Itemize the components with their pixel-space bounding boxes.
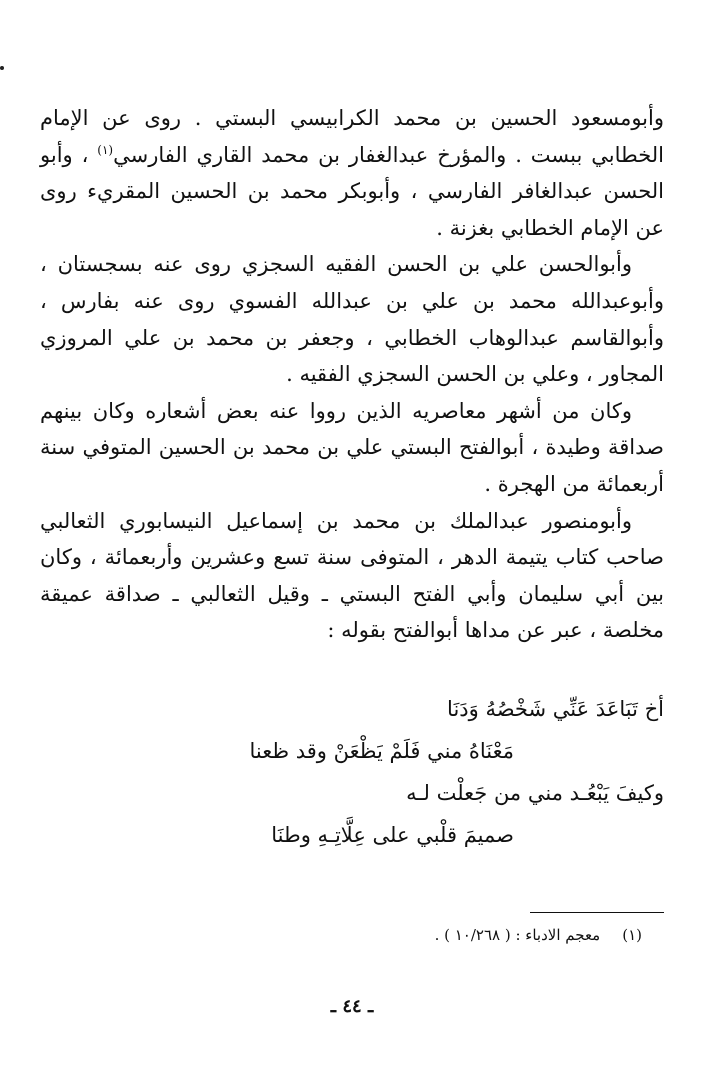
paragraph-narrators: [40, 100, 664, 246]
page-number: ـ ٤٤ ـ: [330, 996, 374, 1017]
footnote: [435, 924, 642, 946]
footnote-text: معجم الادباء : ( ١٠/٢٦٨ ) .: [434, 926, 601, 944]
scan-edge-mark: [0, 66, 4, 70]
paragraph-thaalibi: وأبومنصور عبدالملك بن محمد بن إسماعيل النيسابوري الثعالبي صاحب كتاب يتيمة الدهر ، المتوفى سنة تسع وعشرين وأربعمائة ، وكان بين أبي سليمان وأبي الفتح البستي ـ وقيل الثعالبي ـ صداقة عميقة مخلصة ، عبر عن مداها أبوالفتح بقوله :: [40, 508, 664, 643]
paragraph-abulhasan: وأبوالحسن علي بن الحسن الفقيه السجزي روى عنه بسجستان ، وأبوعبدالله محمد بن علي بن عبدالله الفسوي روى عنه بفارس ، وأبوالقاسم عبدالوهاب الخطابي ، وجعفر بن محمد بن علي المروزي المجاور ، وعلي بن الحسن السجزي الفقيه .: [40, 252, 664, 387]
paragraph-text: وأبومسعود الحسين بن محمد الكرابيسي البستي . روى عن الإمام الخطابي ببست . والمؤرخ عبدالغفار بن محمد القاري الفارسي: [40, 106, 664, 167]
paragraph-text: ، وأبو الحسن عبدالغافر الفارسي ، وأبوبكر محمد بن الحسين المقريء روى عن الإمام الخطابي بغزنة .: [40, 142, 664, 240]
poem-line: صميمَ قلْبي على عِلَّاتِـهِ وطنَا: [271, 823, 514, 847]
poem-line: أخ تَبَاعَدَ عَنِّي شَخْصُهُ وَدَنَا: [447, 697, 664, 721]
footnote-divider: [530, 912, 664, 913]
main-text: [40, 100, 664, 649]
poem-line: وكيفَ يَبْعُـد مني من جَعلْت لـه: [406, 781, 664, 805]
footnote-number: (١): [622, 926, 642, 944]
footnote-marker: (١): [97, 142, 114, 157]
poem: [40, 688, 664, 856]
poem-line: مَعْنَاهُ مني فَلَمْ يَظْعَنْ وقد ظعنا: [249, 739, 514, 763]
paragraph-contemporaries: وكان من أشهر معاصريه الذين رووا عنه بعض أشعاره وكان بينهم صداقة وطيدة ، أبوالفتح البستي علي بن محمد بن الحسين المتوفي سنة أربعمائة من الهجرة .: [40, 398, 664, 496]
